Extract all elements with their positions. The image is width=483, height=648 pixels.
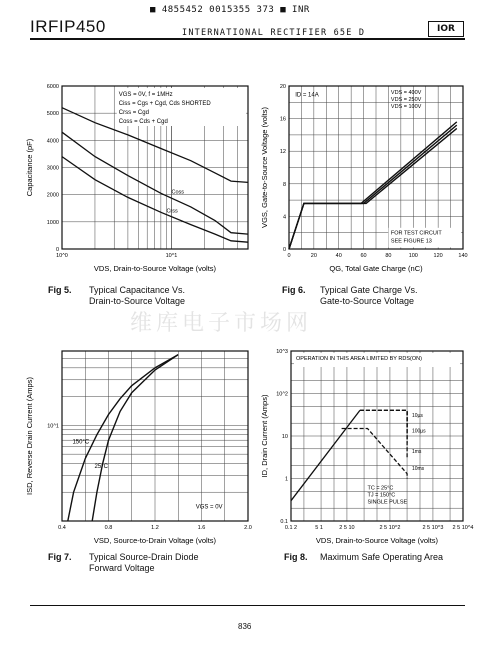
fig5-series-label: Coss <box>171 189 185 196</box>
fig8-condition: TC = 25°C <box>367 485 394 492</box>
fig6-y-tick-label: 0 <box>282 247 286 253</box>
fig7-series-label: 150°C <box>72 439 90 446</box>
fig8-chart <box>257 345 472 545</box>
fig6-y-tick-label: 16 <box>279 116 286 123</box>
fig7-x-tick-label: 0.8 <box>104 525 113 531</box>
fig8-pulse-label: 10µs <box>411 412 423 419</box>
fig6-chart <box>257 80 472 275</box>
fig5-y-axis-label: Capacitance (pF) <box>25 138 34 197</box>
ior-logo: IOR <box>428 21 464 37</box>
fig7-number: Fig 7. <box>48 552 72 562</box>
fig6-caption-line2: Gate-to-Source Voltage <box>320 296 415 306</box>
fig5-caption <box>48 285 186 306</box>
fig8-y-tick-label: 10^2 <box>276 391 288 398</box>
company-name: INTERNATIONAL RECTIFIER 65E D <box>182 28 366 38</box>
fig8-x-tick-label: 0.1 2 <box>284 525 298 531</box>
fig5-y-tick-label: 6000 <box>46 84 59 90</box>
fig6-caption-line1: Typical Gate Charge Vs. <box>320 285 418 295</box>
fig8-caption-line1: Maximum Safe Operating Area <box>320 552 444 562</box>
fig5-x-axis-label: VDS, Drain-to-Source Voltage (volts) <box>93 264 217 273</box>
fig8-condition: SINGLE PULSE <box>367 499 408 506</box>
fig8-series-pulse-1 <box>360 410 407 429</box>
fig8-x-tick-label: 2 5 10^2 <box>379 525 401 531</box>
footer-rule <box>30 605 465 606</box>
fig8-y-tick-label: 1 <box>284 476 288 483</box>
fig8-caption <box>284 552 444 563</box>
fig7-x-tick-label: 1.6 <box>197 525 206 531</box>
fig8-x-axis-label: VDS, Drain-to-Source Voltage (volts) <box>315 536 439 545</box>
fig7-caption-line1: Typical Source-Drain Diode <box>89 552 199 562</box>
fig8-number: Fig 8. <box>284 552 308 562</box>
fig6-caption <box>282 285 418 306</box>
fig8-y-tick-label: 10 <box>281 434 288 440</box>
fig6-note-line: SEE FIGURE 13 <box>390 238 432 245</box>
fig5-series-crss <box>62 157 248 243</box>
fig5-y-tick-label: 1000 <box>46 219 59 226</box>
fig7-x-axis-label: VSD, Source-to-Drain Voltage (volts) <box>93 536 217 545</box>
fig5-legend-line: Coss = Cds + Cgd <box>118 119 168 125</box>
fig6-y-tick-label: 8 <box>282 181 286 188</box>
fig6-x-tick-label: 20 <box>310 253 317 259</box>
fig5-caption-line1: Typical Capacitance Vs. <box>89 285 186 295</box>
fig6-note-line: FOR TEST CIRCUIT <box>390 230 442 237</box>
fig6-x-axis-label: QG, Total Gate Charge (nC) <box>329 264 423 273</box>
fig7-y-tick-label: 10^1 <box>47 423 59 430</box>
fig6-y-tick-label: 20 <box>279 84 286 90</box>
fig8-series-pulse-3 <box>360 410 407 458</box>
fig5-number: Fig 5. <box>48 285 72 295</box>
fig6-legend-1: VDS = 400V <box>390 90 422 97</box>
watermark: 维库电子市场网 <box>130 311 313 336</box>
fig6-legend-2: VDS = 250V <box>390 97 422 104</box>
fig5-y-tick-label: 4000 <box>46 138 59 145</box>
part-number-title: IRFIP450 <box>30 17 106 36</box>
fig8-x-tick-label: 2 5 10 <box>339 525 355 531</box>
page-number: 836 <box>238 622 252 631</box>
fig5-legend-line: VGS = 0V, f = 1MHz <box>118 92 173 98</box>
fig6-x-tick-label: 40 <box>335 253 342 259</box>
fig8-x-tick-label: 5 1 <box>315 525 323 531</box>
fig6-x-tick-label: 0 <box>287 253 291 259</box>
fig8-condition: TJ = 150°C <box>367 492 396 499</box>
fig6-x-tick-label: 100 <box>408 253 418 259</box>
fig5-series-coss <box>62 132 248 234</box>
fig8-pulse-label: 100µs <box>411 428 426 435</box>
fig5-series-label: Crss <box>166 208 178 215</box>
fig8-x-tick-label: 2 5 10^3 <box>422 525 444 531</box>
fig8-x-tick-label: 2 5 10^4 <box>452 525 474 531</box>
fig7-caption-line2: Forward Voltage <box>89 563 155 573</box>
fig6-x-tick-label: 60 <box>360 253 367 259</box>
fig7-x-tick-label: 0.4 <box>58 525 66 531</box>
fig5-y-tick-label: 0 <box>55 247 59 253</box>
fig6-id-label: ID = 14A <box>295 92 319 99</box>
fig6-y-tick-label: 4 <box>282 214 286 221</box>
fig7-x-tick-label: 1.2 <box>151 525 159 531</box>
fig7-condition: VGS = 0V <box>195 504 223 511</box>
fig7-x-tick-label: 2.0 <box>244 525 252 531</box>
fig8-pulse-label: 1ms <box>411 448 422 455</box>
barcode-text: ■ 4855452 0015355 373 ■ INR <box>150 5 310 15</box>
fig5-x-tick-label: 10^1 <box>165 253 178 259</box>
fig8-series-pulse-2 <box>360 410 407 442</box>
fig8-y-tick-label: 10^3 <box>276 349 288 355</box>
fig6-number: Fig 6. <box>282 285 306 295</box>
fig5-legend-line: Ciss = Cgs + Cgd, Cds SHORTED <box>118 101 211 107</box>
fig5-y-tick-label: 3000 <box>46 165 59 172</box>
fig6-x-tick-label: 80 <box>385 253 392 259</box>
fig8-top-label: OPERATION IN THIS AREA LIMITED BY RDS(ON) <box>296 356 422 362</box>
fig6-y-axis-label: VGS, Gate-to-Source Voltage (volts) <box>260 107 269 228</box>
fig5-legend-line: Crss = Cgd <box>118 110 149 116</box>
fig5-y-tick-label: 5000 <box>46 111 59 118</box>
fig6-x-tick-label: 140 <box>458 253 468 259</box>
fig8-y-tick-label: 0.1 <box>280 519 288 525</box>
fig7-series-label: 25°C <box>94 463 108 470</box>
fig8-pulse-label: 10ms <box>411 465 425 472</box>
fig5-x-tick-label: 10^0 <box>56 253 68 259</box>
fig6-legend-3: VDS = 100V <box>390 104 422 111</box>
fig6-y-tick-label: 12 <box>279 149 286 156</box>
fig5-chart <box>20 80 250 275</box>
fig7-caption <box>48 552 199 573</box>
fig7-y-axis-label: ISD, Reverse Drain Current (Amps) <box>25 377 34 495</box>
header-rule <box>30 38 465 40</box>
fig8-series-rds-limit <box>291 410 360 500</box>
fig8-y-axis-label: ID, Drain Current (Amps) <box>260 394 269 478</box>
fig6-x-tick-label: 120 <box>433 253 443 259</box>
fig5-caption-line2: Drain-to-Source Voltage <box>89 296 186 306</box>
fig5-y-tick-label: 2000 <box>46 192 59 199</box>
fig7-chart <box>20 345 250 545</box>
